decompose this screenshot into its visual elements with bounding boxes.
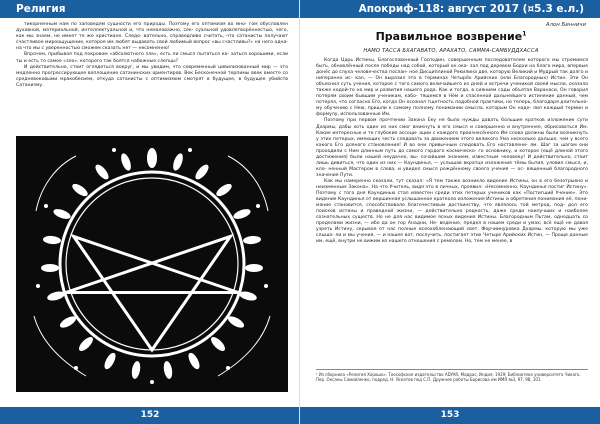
right-header-band [300, 0, 600, 18]
pentagram-icon [16, 136, 288, 392]
article-title [316, 30, 586, 43]
left-paragraph: И действительно, стоит оглядеться вокруг, и мы увидим, что современный цивилизованный мир — это медленно прогрессирующее воплощение сатанинских ориентиров. Век Бесконечной терпимы ввек вместе со средневековыми мракобесием, откуда сатанисты с оптимизмом смотрят в будущее, в будущее убийств Сатанизму. [16, 64, 288, 88]
right-page-number: 153 [440, 410, 460, 420]
article-title-text: Правильное возврение [375, 30, 523, 43]
right-page [300, 0, 600, 424]
right-footer-band [300, 407, 600, 424]
left-body-text [16, 22, 288, 89]
footnotes [316, 369, 588, 382]
left-header-band [0, 0, 300, 18]
article-paragraph: Как мы намеренно сказали, тут сказал: «Я тем также возникло видение Истины, он в его безотрывно и неизменным Закона». На что Учитель, видя это в личных, проявил: «Несомненно, Каундинья постиг Истину». Поэтому с того дня Каундинью стал известен среди этих петерых учеников как «Постигший Учение». Это видение Каундинья от вершинная услышанное кратколо изложения Истины и обретения понимания её, пони- мание становится, способствовало благочестивым достоинству, что являлось той метрод, под- дол его поисков истины и праведной жизни, — действительно редкость, даже среди наилучших и наиболее сознательных существ. Но не для нас видимое ясных видения Истины. Благородным Пьтам, однодцать со пределами жизни, — ибо да он гор Анадни, Не- ведение, предел в нашем среди и умах; всё ещё не давая узреть Истину, скрывая от нас полные всеохобленающий свет. Форчиинуровка Дхармы, которую мы уже слыша- ли и мы учения, — и нашее вот, послучить. постигает этих Четыре Арийских Истин, — Проще данные им, ещё, внутри не вижим из нашего отношения с ремолом. Но, тем не менее, в [316, 178, 588, 245]
footnote: Пер. Оксаны Самойленко, подред. Н. Яскатов под С.П. Дружнее работы Борисова им ИМЯ №3, 97, 98, 101. [316, 377, 542, 382]
left-paragraph: тикорненным нам по заповедям сущности его природы. Поэтому его оптимизм во мно- гом обусловлен духовной, материальной, интеллектуальной и, что немаловажно, сек- суальной удовлетворённостью, чего, как мы знаем, не имеет те же христиане. Следо- вательно, справедливо считать, что сатанисты получают счастливое мироощущение, которое им любят выдавать свой любимый вопрос «вы счастливы?» на него одна- на что мы с уверенностью сможем сказать нет — несомненно! [16, 22, 288, 52]
left-footer-band [0, 407, 300, 424]
footnote: ¹ Из сборника «Религия Хорошо». Теософское издательство ADYAR, Мадрас, Индия, 1929; Библиотека университета Чикаго. [316, 372, 581, 377]
left-header-title: Религия [16, 3, 66, 15]
left-paragraph: Впрочем, прибывая под покровом «абсолютного зла», есть ли смысл пытаться ка- заться хорошими, если ты и есть то самое «зло», которого так боятся набожные слепцы? [16, 52, 288, 64]
article-body [316, 58, 588, 245]
left-page-number: 152 [140, 410, 160, 420]
article-paragraph: Когда Царь Истины, Благословенный Господин, совершенным последователем которого мы стремимся быть, обновлённый после победы над собой, который он ока- зал под деревом Бодхи на благо мира, впервые донёс до слуха человечества послан- ное Дисциплиной Рекилина две, которую Великий и Мудрый так долго и ниперанно ис- кал, — Он выразил это в терминах Четырёх Арийских (или Благородных) Истин. Эти Он объяснил суть учения, которое с того самого величайшего из дней и встречи ученикой своей мысли, сказала также кодой-то на мир и развития нашего рода. Как и тогда, в сиянием сады объятая Варанаси, Он говорил потерям своим бывшим ученикам, кабо- тящемся в Нём и спасенной дальнейшего истиняние данный, чем потерял, что согласно Его, когда Он осознал тщетность подобной практики, но теперь, благодаря длительно- му обучению с Нею, пришли к самому полному понимании смысла, которым Он наде- лил каждый термин и формулу, использованные Им. [316, 58, 588, 118]
footnote-marker: 1 [522, 30, 527, 38]
right-header-title: Апокриф-118: август 2017 (¤5.3 е.л.) [358, 3, 584, 15]
article-author: Алон Бинничи [545, 22, 586, 28]
article-paragraph: Поэтому при первом прочтении Закона Еку не было нужды давать большие кратков изложение сути Дхармы, дабы хоть один из них смог вникнуть в его смысл и совершенно и внутреннее, обрисоваться Им. Какие интересные и те глубокие ассоци- ации с каждого произнесённого Им слова должны были возникнуть у этих петерых, имеющих честь следовать за движением этого великого Ума несколько дальше, чем у всего какого Его дляного становления! И во они привычным следовать Его наставлени- ям. Шаг за шагом они проходили с Ним длинным путь до самого гордого космическо- го основнику, и которое (ещё длиной этого достижения) были нашей неудачно, вы- сочайшим знанием, известным человеку! И действительно, стоит лишь дивиться, что один из них — Каундинья, — услышав вкратце изложение тёмы бытия, уловил смысл, и, кло- ненный Мастером в слова, и увидел смысл рождённому своего учения — ос- вященный благородного значения Пути. [316, 118, 588, 178]
article-subtitle: НАМО ТАССА БХАГАВАТО, АРАХАТО, САММА-САМБУДДХАССА [363, 48, 539, 54]
pentagram-illustration [16, 136, 288, 392]
